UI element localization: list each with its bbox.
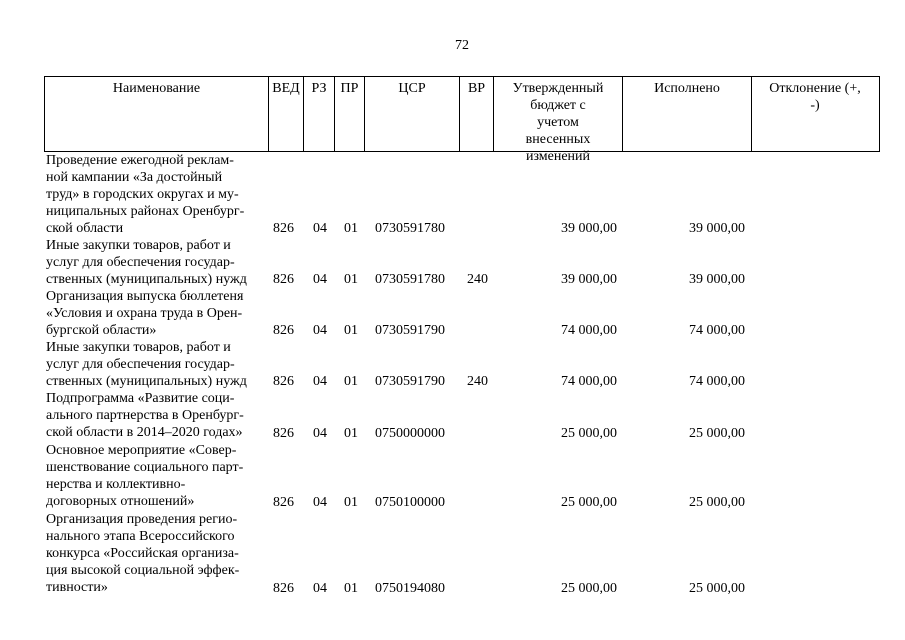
table-row bbox=[0, 237, 905, 288]
header-csr: ЦСР bbox=[398, 81, 426, 96]
header-ved: ВЕД bbox=[272, 81, 300, 96]
row-budget: 74 000,00 bbox=[561, 374, 617, 389]
header-divider bbox=[493, 76, 494, 152]
row-rz: 04 bbox=[313, 495, 327, 510]
header-top-border bbox=[44, 76, 879, 77]
table-row bbox=[0, 339, 905, 390]
row-csr: 0750194080 bbox=[375, 581, 445, 596]
row-name: Иные закупки товаров, работ и услуг для обеспечения государ- ственных (муниципальных) нужд bbox=[46, 238, 247, 287]
header-rz: РЗ bbox=[311, 81, 327, 96]
table-row bbox=[0, 152, 905, 237]
row-budget: 25 000,00 bbox=[561, 426, 617, 441]
row-executed: 39 000,00 bbox=[689, 272, 745, 287]
row-name: Иные закупки товаров, работ и услуг для обеспечения государ- ственных (муниципальных) нужд bbox=[46, 340, 247, 389]
row-pr: 01 bbox=[344, 272, 358, 287]
header-divider bbox=[879, 76, 880, 152]
row-pr: 01 bbox=[344, 374, 358, 389]
row-budget: 39 000,00 bbox=[561, 221, 617, 236]
row-ved: 826 bbox=[273, 221, 294, 236]
row-ved: 826 bbox=[273, 426, 294, 441]
table-row bbox=[0, 390, 905, 442]
row-rz: 04 bbox=[313, 323, 327, 338]
row-vr: 240 bbox=[467, 272, 488, 287]
row-rz: 04 bbox=[313, 221, 327, 236]
row-pr: 01 bbox=[344, 581, 358, 596]
row-name: Организация проведения регио- нального этапа Всероссийского конкурса «Российская организа- ция высокой социальной эффек- тивности» bbox=[46, 512, 240, 595]
row-executed: 74 000,00 bbox=[689, 323, 745, 338]
row-executed: 25 000,00 bbox=[689, 581, 745, 596]
row-budget: 25 000,00 bbox=[561, 495, 617, 510]
row-pr: 01 bbox=[344, 221, 358, 236]
table-row bbox=[0, 442, 905, 511]
table-row bbox=[0, 511, 905, 597]
table-row bbox=[0, 288, 905, 339]
row-ved: 826 bbox=[273, 272, 294, 287]
row-budget: 74 000,00 bbox=[561, 323, 617, 338]
header-name: Наименование bbox=[112, 81, 201, 96]
header-executed: Исполнено bbox=[654, 81, 720, 96]
row-csr: 0750100000 bbox=[375, 495, 445, 510]
row-pr: 01 bbox=[344, 495, 358, 510]
row-rz: 04 bbox=[313, 581, 327, 596]
header-budget: Утвержденный бюджет с учетом внесенных изменений bbox=[512, 81, 604, 164]
row-ved: 826 bbox=[273, 323, 294, 338]
row-csr: 0730591790 bbox=[375, 374, 445, 389]
page-number: 72 bbox=[455, 38, 469, 53]
row-ved: 826 bbox=[273, 374, 294, 389]
row-rz: 04 bbox=[313, 272, 327, 287]
row-rz: 04 bbox=[313, 374, 327, 389]
row-pr: 01 bbox=[344, 426, 358, 441]
row-ved: 826 bbox=[273, 581, 294, 596]
header-deviation: Отклонение (+, -) bbox=[769, 81, 861, 113]
row-pr: 01 bbox=[344, 323, 358, 338]
row-name: Проведение ежегодной реклам- ной кампании «За достойный труд» в городских округах и му- ниципальных районах Оренбург- ской области bbox=[46, 153, 245, 236]
row-name: Подпрограмма «Развитие соци- ального партнерства в Оренбург- ской области в 2014–2020 годах» bbox=[46, 391, 244, 440]
row-executed: 25 000,00 bbox=[689, 495, 745, 510]
header-pr: ПР bbox=[340, 81, 359, 96]
row-vr: 240 bbox=[467, 374, 488, 389]
row-name: Организация выпуска бюллетеня «Условия и охрана труда в Орен- бургской области» bbox=[46, 289, 244, 338]
row-name: Основное мероприятие «Совер- шенствование социального парт- нерства и коллективно- договорных отношений» bbox=[46, 443, 244, 509]
header-vr: ВР bbox=[467, 81, 486, 96]
row-csr: 0730591790 bbox=[375, 323, 445, 338]
row-ved: 826 bbox=[273, 495, 294, 510]
row-executed: 25 000,00 bbox=[689, 426, 745, 441]
row-budget: 39 000,00 bbox=[561, 272, 617, 287]
header-divider bbox=[751, 76, 752, 152]
row-csr: 0730591780 bbox=[375, 221, 445, 236]
row-executed: 39 000,00 bbox=[689, 221, 745, 236]
row-rz: 04 bbox=[313, 426, 327, 441]
row-executed: 74 000,00 bbox=[689, 374, 745, 389]
row-csr: 0730591780 bbox=[375, 272, 445, 287]
row-csr: 0750000000 bbox=[375, 426, 445, 441]
row-budget: 25 000,00 bbox=[561, 581, 617, 596]
